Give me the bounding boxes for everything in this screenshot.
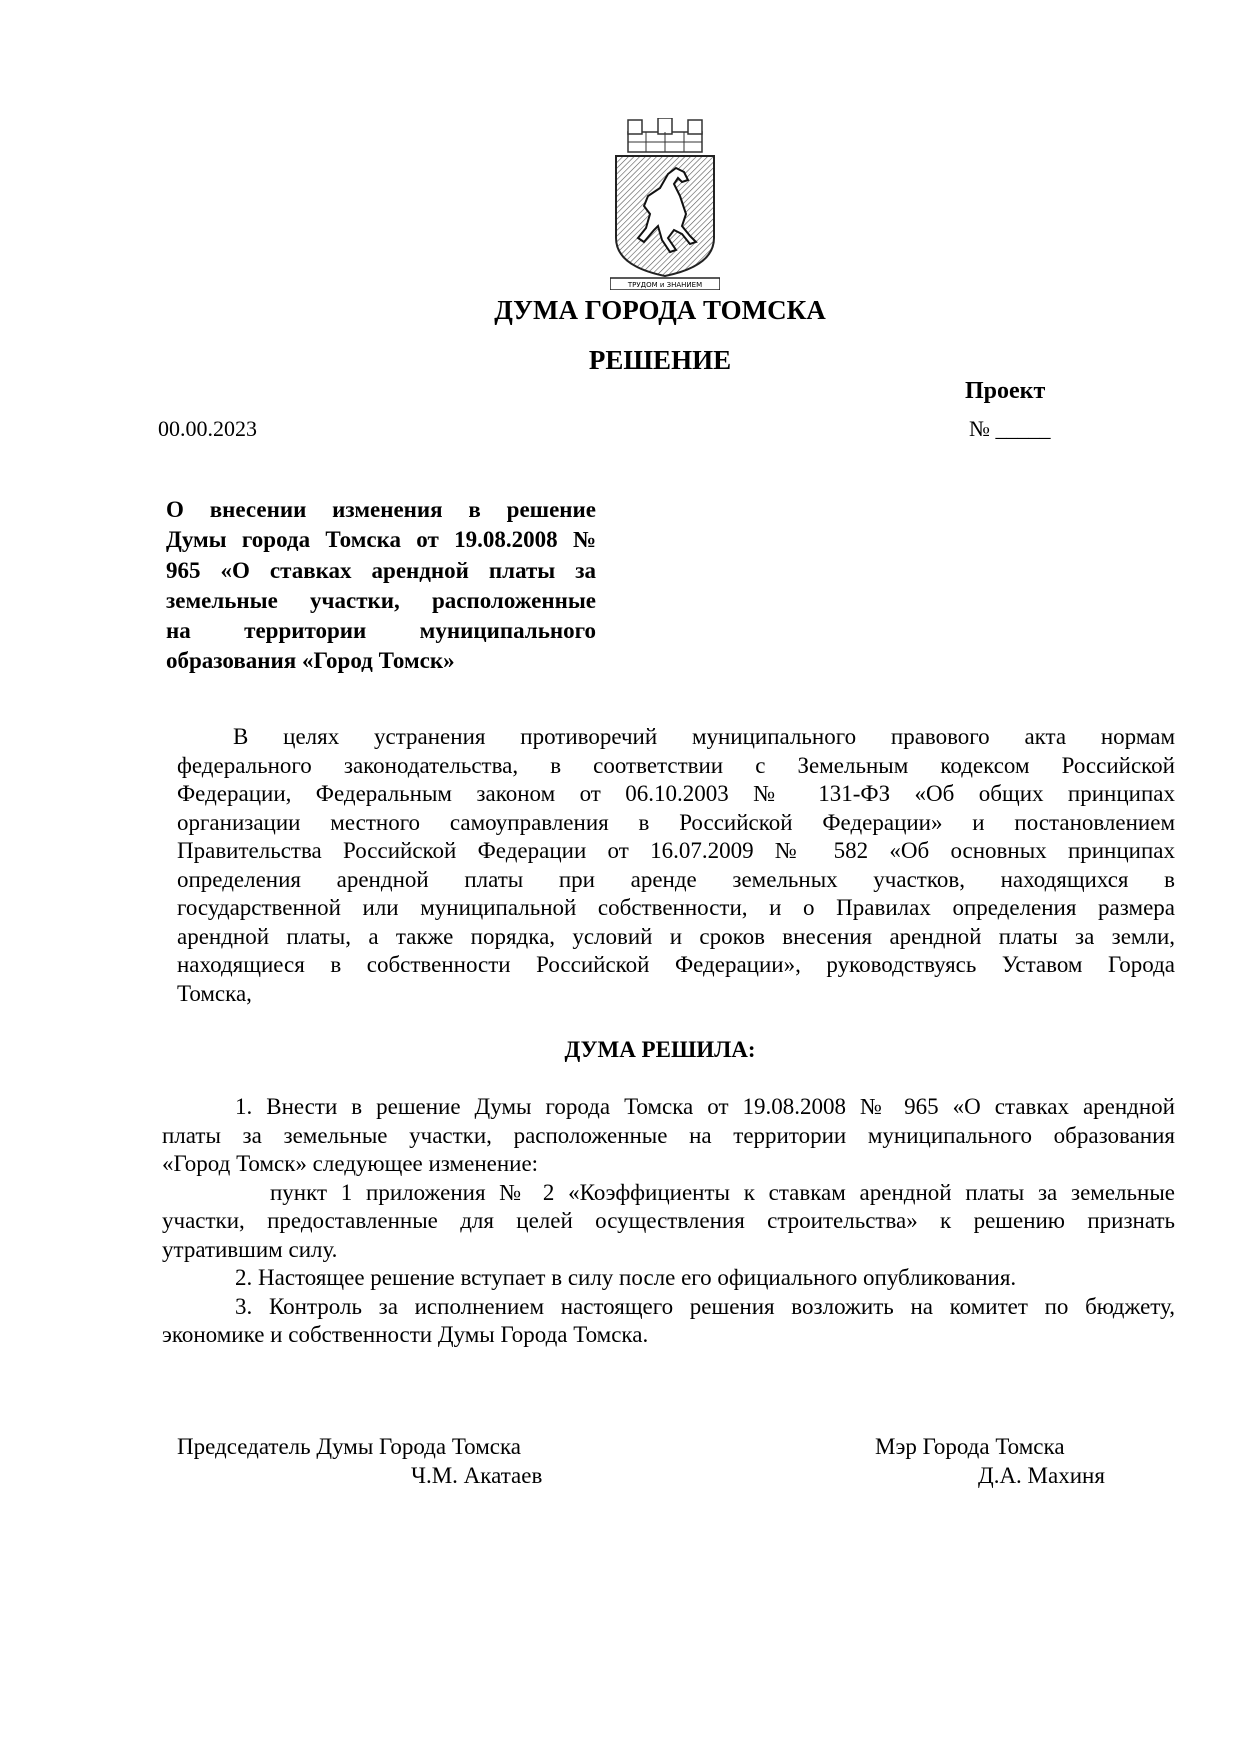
subject-line: О внесении изменения в решение (166, 497, 596, 522)
preamble-line: Томска, (177, 980, 252, 1006)
preamble-line: В целях устранения противоречий муниципального правового акта нормам (233, 724, 1175, 749)
preamble-line: организации местного самоуправления в Российской Федерации» и постановлением (177, 809, 1175, 835)
decision-body (162, 1093, 1175, 1350)
decision-item-1-line: 1. Внести в решение Думы города Томска от 19.08.2008 № 965 «О ставках арендной (235, 1094, 1175, 1119)
decision-item-2: 2. Настоящее решение вступает в силу после его официального опубликования. (235, 1265, 1017, 1290)
subject-line: образования «Город Томск» (166, 648, 455, 674)
document-number: № _____ (969, 416, 1051, 441)
decision-item-1-line: платы за земельные участки, расположенные на территории муниципального образования (162, 1122, 1175, 1148)
decision-item-1-line: «Город Томск» следующее изменение: (162, 1151, 539, 1176)
preamble (177, 723, 1175, 1008)
document-subject (166, 495, 596, 677)
signature-left-name: Ч.М. Акатаев (411, 1463, 543, 1488)
document-date: 00.00.2023 (158, 416, 257, 441)
preamble-line: государственной или муниципальной собственности, и о Правилах определения размера (177, 895, 1175, 920)
tomsk-coat-of-arms (610, 118, 720, 290)
preamble-line: федерального законодательства, в соответствии с Земельным кодексом Российской (177, 752, 1175, 778)
org-title: ДУМА ГОРОДА ТОМСКА (494, 295, 826, 325)
decided-heading: ДУМА РЕШИЛА: (564, 1037, 756, 1062)
subject-line: на территории муниципального (166, 618, 596, 644)
subject-line: земельные участки, расположенные (166, 587, 596, 613)
signature-right-name: Д.А. Махиня (978, 1463, 1105, 1488)
decision-item-3-line: экономике и собственности Думы Города Томска. (162, 1322, 649, 1347)
doc-type-title: РЕШЕНИЕ (588, 345, 732, 375)
decision-subitem-line: пункт 1 приложения № 2 «Коэффициенты к ставкам арендной платы за земельные (270, 1179, 1175, 1205)
crest-motto: ТРУДОМ и ЗНАНИЕМ (627, 281, 703, 289)
preamble-line: Федерации, Федеральным законом от 06.10.2003 № 131-ФЗ «Об общих принципах (177, 781, 1175, 806)
decision-item-3-line: 3. Контроль за исполнением настоящего решения возложить на комитет по бюджету, (235, 1293, 1175, 1319)
crown-icon (628, 118, 702, 152)
subject-line: Думы города Томска от 19.08.2008 № (166, 527, 596, 553)
preamble-line: определения арендной платы при аренде земельных участков, находящихся в (177, 866, 1175, 892)
draft-label: Проект (965, 378, 1046, 404)
preamble-line: находящиеся в собственности Российской Федерации», руководствуясь Уставом Города (177, 952, 1175, 977)
preamble-line: Правительства Российской Федерации от 16.07.2009 № 582 «Об основных принципах (177, 838, 1175, 863)
subject-line: 965 «О ставках арендной платы за (166, 557, 596, 583)
preamble-line: арендной платы, а также порядка, условий и сроков внесения арендной платы за земли, (177, 923, 1175, 949)
decision-subitem-line: участки, предоставленные для целей осуществления строительства» к решению признать (162, 1208, 1175, 1233)
signature-right-title: Мэр Города Томска (875, 1434, 1065, 1459)
signature-left-title: Председатель Думы Города Томска (177, 1434, 522, 1459)
decision-subitem-line: утратившим силу. (162, 1236, 338, 1262)
